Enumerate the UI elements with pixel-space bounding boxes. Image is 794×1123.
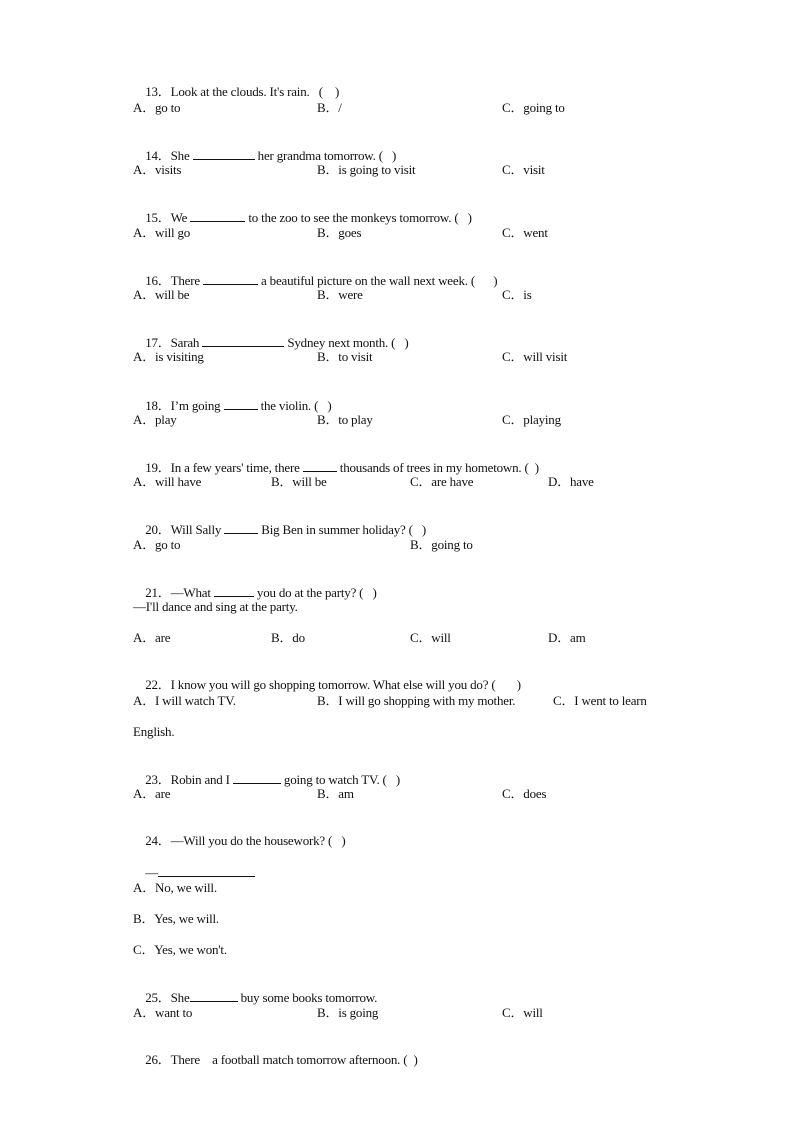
question-text: —What: [170, 585, 211, 600]
option-letter: C．: [502, 412, 524, 427]
question-number: 14．: [145, 148, 171, 163]
option-letter: A．: [133, 412, 155, 427]
question-number: 20．: [145, 522, 171, 537]
question-text: her grandma tomorrow. ( ): [257, 148, 397, 163]
option-letter: B．: [317, 225, 339, 240]
option-text: are: [155, 630, 171, 645]
question-text: She: [170, 148, 190, 163]
answer-blank[interactable]: [203, 272, 258, 285]
option-b[interactable]: [317, 287, 363, 303]
question-number: 15．: [145, 210, 171, 225]
option-c[interactable]: [502, 349, 567, 365]
option-text: went: [523, 225, 548, 240]
option-letter: C．: [553, 693, 575, 708]
answer-blank[interactable]: [190, 989, 238, 1002]
option-text: No, we will.: [155, 880, 217, 895]
option-text: going to: [523, 100, 565, 115]
question-text: In a few years' time, there: [170, 460, 300, 475]
option-b[interactable]: [317, 162, 415, 178]
option-letter: B．: [271, 474, 293, 489]
option-letter: D．: [548, 474, 570, 489]
answer-blank[interactable]: [303, 459, 337, 472]
option-letter: A．: [133, 1005, 155, 1020]
question-number: 23．: [145, 772, 171, 787]
option-text: goes: [338, 225, 362, 240]
option-text: is going to visit: [338, 162, 416, 177]
question-text: We: [170, 210, 188, 225]
option-a[interactable]: [133, 474, 201, 490]
option-letter: B．: [410, 537, 432, 552]
question-text: to the zoo to see the monkeys tomorrow. ( ): [248, 210, 472, 225]
question-number: 22．: [145, 677, 171, 692]
option-b[interactable]: [317, 100, 342, 116]
answer-blank[interactable]: [158, 864, 255, 877]
option-b[interactable]: [317, 412, 373, 428]
option-c[interactable]: [410, 474, 473, 490]
option-a[interactable]: [133, 349, 204, 365]
option-c[interactable]: [553, 693, 647, 709]
option-c[interactable]: [502, 162, 545, 178]
option-b[interactable]: [317, 1005, 378, 1021]
option-letter: B．: [317, 162, 339, 177]
option-c[interactable]: [410, 630, 451, 646]
option-text: is visiting: [155, 349, 204, 364]
answer-bracket: ( ): [318, 84, 340, 99]
question-text: a beautiful picture on the wall next week. ( ): [261, 273, 498, 288]
question-text: Big Ben in summer holiday? ( ): [261, 522, 427, 537]
option-a[interactable]: [133, 412, 177, 428]
option-letter: A．: [133, 287, 155, 302]
option-text: do: [292, 630, 305, 645]
question-23: [133, 755, 400, 804]
option-b[interactable]: [317, 786, 354, 802]
option-letter: A．: [133, 630, 155, 645]
option-letter: C．: [502, 786, 524, 801]
option-letter: A．: [133, 537, 155, 552]
question-text: Sydney next month. ( ): [287, 335, 409, 350]
option-letter: B．: [317, 1005, 339, 1020]
option-b[interactable]: [133, 911, 219, 927]
question-text: There: [170, 1052, 200, 1067]
option-text: will have: [155, 474, 202, 489]
option-letter: A．: [133, 880, 155, 895]
option-text: I went to learn: [574, 693, 647, 708]
option-text: I will go shopping with my mother.: [338, 693, 516, 708]
option-letter: B．: [133, 911, 155, 926]
question-number: 25．: [145, 990, 171, 1005]
question-text: going to watch TV. ( ): [283, 772, 400, 787]
option-text: /: [338, 100, 342, 115]
question-number: 17．: [145, 335, 171, 350]
option-a[interactable]: [133, 225, 190, 241]
option-c[interactable]: [502, 100, 565, 116]
option-a[interactable]: [133, 287, 189, 303]
option-b[interactable]: [317, 349, 372, 365]
option-letter: A．: [133, 474, 155, 489]
option-text: have: [570, 474, 594, 489]
option-text: does: [523, 786, 547, 801]
option-a[interactable]: [133, 162, 181, 178]
question-text: the violin. ( ): [260, 398, 332, 413]
option-letter: C．: [502, 349, 524, 364]
option-b[interactable]: [271, 474, 327, 490]
option-c[interactable]: [502, 287, 532, 303]
question-text: buy some books tomorrow.: [240, 990, 378, 1005]
question-number: 21．: [145, 585, 171, 600]
answer-blank[interactable]: [193, 147, 255, 160]
option-text: is going: [338, 1005, 379, 1020]
dialogue-response: —I'll dance and sing at the party.: [133, 599, 298, 614]
option-letter: B．: [317, 412, 339, 427]
question-number: 13．: [145, 84, 171, 99]
option-text: is: [523, 287, 532, 302]
option-a[interactable]: [133, 880, 217, 896]
option-c-wrap: English.: [133, 724, 175, 739]
option-text: play: [155, 412, 177, 427]
question-number: 19．: [145, 460, 171, 475]
answer-blank[interactable]: [202, 334, 284, 347]
option-text: will visit: [523, 349, 568, 364]
option-a[interactable]: [133, 630, 170, 646]
option-letter: D．: [548, 630, 570, 645]
question-text: Sarah: [170, 335, 200, 350]
option-b[interactable]: [317, 225, 361, 241]
option-letter: C．: [502, 100, 524, 115]
option-text: were: [338, 287, 363, 302]
question-text: I know you will go shopping tomorrow. What else will you do? ( ): [170, 677, 521, 692]
question-text: Look at the clouds. It's rain.: [170, 84, 310, 99]
option-text: will: [431, 630, 451, 645]
question-text: you do at the party? ( ): [256, 585, 377, 600]
question-text: thousands of trees in my hometown. ( ): [339, 460, 539, 475]
option-letter: A．: [133, 100, 155, 115]
option-letter: A．: [133, 225, 155, 240]
question-text: Will Sally: [170, 522, 222, 537]
option-letter: A．: [133, 786, 155, 801]
option-letter: C．: [502, 1005, 524, 1020]
option-letter: C．: [410, 474, 432, 489]
option-d[interactable]: [548, 474, 594, 490]
option-text: going to: [431, 537, 473, 552]
option-b[interactable]: [271, 630, 305, 646]
dash: —: [145, 865, 159, 880]
option-text: go to: [155, 100, 181, 115]
option-text: Yes, we will.: [154, 911, 219, 926]
question-text: Robin and I: [170, 772, 230, 787]
option-text: Yes, we won't.: [154, 942, 227, 957]
option-c[interactable]: [133, 942, 227, 958]
answer-blank[interactable]: [233, 771, 281, 784]
option-letter: B．: [317, 287, 339, 302]
option-c[interactable]: [502, 225, 548, 241]
option-letter: A．: [133, 349, 155, 364]
question-number: 16．: [145, 273, 171, 288]
option-letter: B．: [317, 786, 339, 801]
question-number: 18．: [145, 398, 171, 413]
question-number: 26．: [145, 1052, 171, 1067]
option-text: visit: [523, 162, 545, 177]
option-letter: C．: [502, 162, 524, 177]
question-number: 24．: [145, 833, 171, 848]
option-text: am: [338, 786, 354, 801]
option-letter: B．: [317, 100, 339, 115]
question-26: [133, 1036, 418, 1084]
option-text: to play: [338, 412, 373, 427]
option-letter: B．: [317, 349, 339, 364]
option-text: are: [155, 786, 171, 801]
option-letter: C．: [410, 630, 432, 645]
question-text: She: [170, 990, 190, 1005]
option-c[interactable]: [502, 1005, 543, 1021]
option-a[interactable]: [133, 1005, 192, 1021]
option-a[interactable]: [133, 786, 170, 802]
option-text: visits: [155, 162, 182, 177]
question-text: —Will you do the housework? ( ): [170, 833, 346, 848]
option-text: will be: [155, 287, 190, 302]
option-b[interactable]: [410, 537, 473, 553]
option-text: am: [570, 630, 586, 645]
option-letter: B．: [271, 630, 293, 645]
option-c[interactable]: [502, 412, 561, 428]
question-text: There: [170, 273, 200, 288]
option-letter: B．: [317, 693, 339, 708]
option-text: are have: [431, 474, 474, 489]
option-text: playing: [523, 412, 561, 427]
option-text: to visit: [338, 349, 373, 364]
option-letter: A．: [133, 162, 155, 177]
option-b[interactable]: [317, 693, 515, 709]
question-text: I’m going: [170, 398, 221, 413]
answer-blank[interactable]: [224, 397, 258, 410]
option-text: will go: [155, 225, 191, 240]
option-a[interactable]: [133, 537, 180, 553]
option-text: go to: [155, 537, 181, 552]
option-text: will be: [292, 474, 327, 489]
option-d[interactable]: [548, 630, 585, 646]
option-letter: C．: [502, 225, 524, 240]
answer-blank[interactable]: [190, 209, 245, 222]
option-letter: C．: [133, 942, 155, 957]
option-letter: C．: [502, 287, 524, 302]
option-c[interactable]: [502, 786, 546, 802]
answer-blank[interactable]: [214, 584, 254, 597]
option-text: will: [523, 1005, 543, 1020]
option-text: want to: [155, 1005, 193, 1020]
option-a[interactable]: [133, 100, 180, 116]
option-letter: A．: [133, 693, 155, 708]
question-text: a football match tomorrow afternoon. ( ): [212, 1052, 418, 1067]
option-text: I will watch TV.: [155, 693, 236, 708]
answer-blank[interactable]: [224, 521, 258, 534]
option-a[interactable]: [133, 693, 236, 709]
